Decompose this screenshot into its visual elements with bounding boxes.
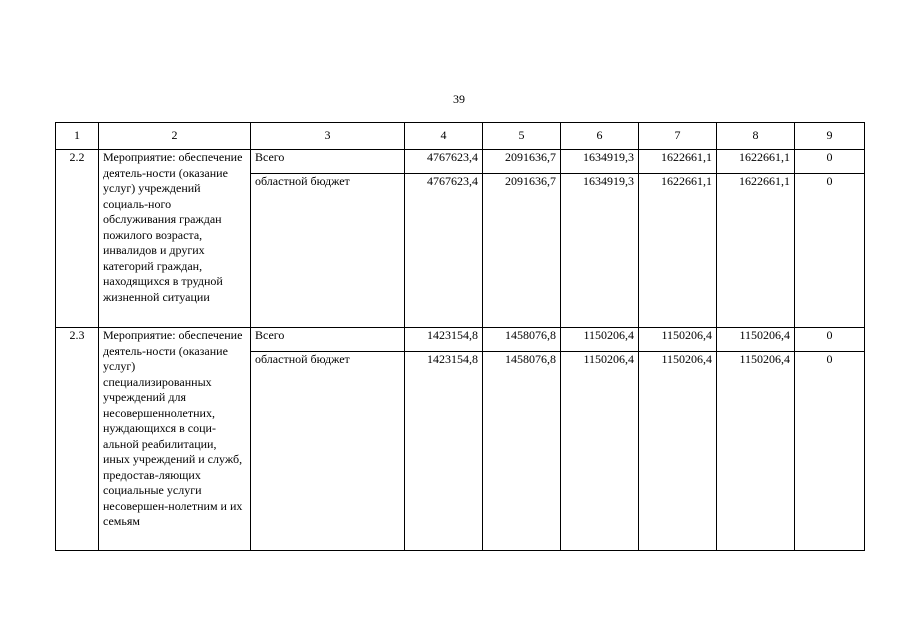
column-header: 4 [405, 123, 483, 150]
amount-cell: 1150206,4 [561, 352, 639, 551]
amount-cell: 1622661,1 [639, 174, 717, 328]
amount-cell: 1458076,8 [483, 352, 561, 551]
column-header: 6 [561, 123, 639, 150]
activity-name: Мероприятие: обеспечение деятель-ности (оказание услуг) специализированных учреждений для несовершеннолетних, нуждающихся в соци-альной реабилитации, иных учреждений и служб, предостав-ляющих социальные услуги несовершен-нолетним и их семьям [99, 328, 251, 551]
row-number: 2.2 [56, 150, 99, 328]
column-header: 7 [639, 123, 717, 150]
amount-cell: 2091636,7 [483, 150, 561, 174]
table-header-row [56, 123, 865, 150]
amount-cell: 4767623,4 [405, 174, 483, 328]
column-header: 5 [483, 123, 561, 150]
amount-cell: 4767623,4 [405, 150, 483, 174]
funding-source: областной бюджет [251, 352, 405, 551]
amount-cell: 1622661,1 [639, 150, 717, 174]
amount-cell: 1423154,8 [405, 352, 483, 551]
page-number: 39 [453, 92, 465, 106]
activity-name: Мероприятие: обеспечение деятель-ности (оказание услуг) учреждений социаль-ного обслуживания граждан пожилого возраста, инвалидов и других категорий граждан, находящихся в трудной жизненной ситуации [99, 150, 251, 328]
funding-source: Всего [251, 150, 405, 174]
row-number: 2.3 [56, 328, 99, 551]
amount-cell: 1423154,8 [405, 328, 483, 352]
funding-source: областной бюджет [251, 174, 405, 328]
amount-cell: 0 [795, 150, 865, 174]
amount-cell: 1150206,4 [639, 328, 717, 352]
amount-cell: 0 [795, 352, 865, 551]
column-header: 9 [795, 123, 865, 150]
amount-cell: 1458076,8 [483, 328, 561, 352]
column-header: 8 [717, 123, 795, 150]
amount-cell: 1634919,3 [561, 150, 639, 174]
column-header: 1 [56, 123, 99, 150]
column-header: 3 [251, 123, 405, 150]
table-row [56, 150, 865, 174]
amount-cell: 1622661,1 [717, 150, 795, 174]
funding-source: Всего [251, 328, 405, 352]
column-header: 2 [99, 123, 251, 150]
amount-cell: 1150206,4 [639, 352, 717, 551]
amount-cell: 1622661,1 [717, 174, 795, 328]
amount-cell: 1150206,4 [717, 328, 795, 352]
amount-cell: 1150206,4 [717, 352, 795, 551]
amount-cell: 0 [795, 328, 865, 352]
amount-cell: 2091636,7 [483, 174, 561, 328]
amount-cell: 1150206,4 [561, 328, 639, 352]
table-row [56, 328, 865, 352]
amount-cell: 0 [795, 174, 865, 328]
amount-cell: 1634919,3 [561, 174, 639, 328]
budget-table [55, 122, 865, 551]
